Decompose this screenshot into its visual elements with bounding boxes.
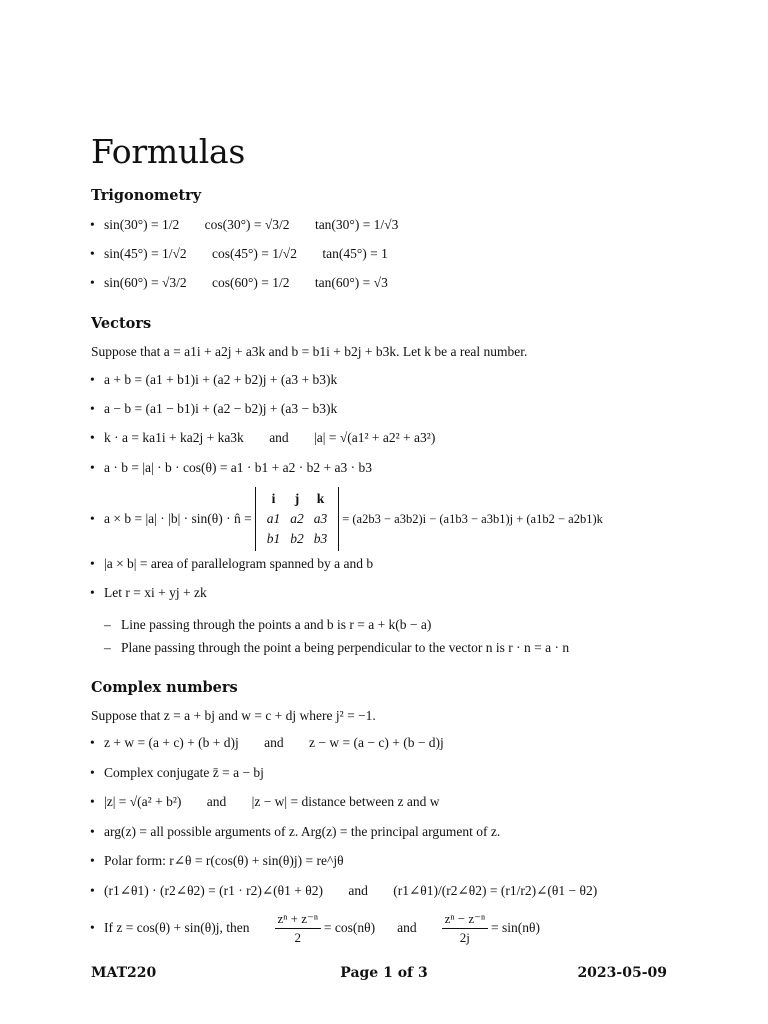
vector-difference: • a − b = (a1 − b1)i + (a2 − b2)j + (a3 − b3)k — [91, 401, 337, 417]
vector-sum: • a + b = (a1 + b1)i + (a2 + b2)j + (a3 + b3)k — [91, 372, 337, 388]
polar-form: • Polar form: r∠θ = r(cos(θ) + sin(θ)j) = re^jθ — [91, 853, 344, 869]
position-vector-r: • Let r = xi + yj + zk — [91, 585, 207, 601]
cross-product-lhs: • a × b = |a| · |b| · sin(θ) · n̂ = — [104, 511, 252, 526]
line-equation: – Line passing through the points a and b is r = a + k(b − a) — [104, 617, 431, 633]
complex-sum: z + w = (a + c) + (b + d)j — [104, 735, 239, 750]
complex-argument: • arg(z) = all possible arguments of z. Arg(z) = the principal argument of z. — [91, 824, 500, 840]
page-title: Formulas — [91, 132, 246, 171]
cos-result: = cos(nθ) — [323, 920, 376, 935]
trig-row-45 — [91, 246, 388, 262]
trig-tan-45: tan(45°) = 1 — [322, 246, 388, 261]
cross-product-determinant: i j k a1 a2 a3 b1 b2 b3 — [255, 487, 340, 551]
and-connector: and — [397, 920, 417, 935]
modulus-formula: |z| = √(a² + b²) — [104, 794, 182, 809]
section-heading-vectors: Vectors — [91, 315, 152, 332]
vector-dot-product: • a · b = |a| · b · cos(θ) = a1 · b1 + a2 · b2 + a3 · b3 — [91, 460, 372, 476]
de-moivre-identities — [91, 906, 540, 950]
vectors-intro: Suppose that a = a1i + a2j + a3k and b = b1i + b2j + b3k. Let k be a real number. — [91, 344, 528, 359]
polar-mult-div — [91, 883, 597, 899]
complex-intro: Suppose that z = a + bj and w = c + dj where j² = −1. — [91, 708, 376, 723]
cross-product-rhs: = (a2b3 − a3b2)i − (a1b3 − a3b1)j + (a1b2 − a2b1)k — [342, 511, 603, 526]
fraction-sin: $\frac{\text{zⁿ − z⁻ⁿ}}{2j}$ — [442, 911, 488, 946]
complex-conjugate: • Complex conjugate z̄ = a − bj — [91, 765, 264, 781]
sin-result: = sin(nθ) — [491, 920, 540, 935]
fraction-cos: $\frac{\text{zⁿ + z⁻ⁿ}}{2}$ — [275, 911, 321, 946]
vector-scalar: k · a = ka1i + ka2j + ka3k — [104, 430, 244, 445]
vector-scalar-and-norm — [91, 430, 435, 446]
trig-tan-60: tan(60°) = √3 — [314, 275, 388, 290]
complex-sum-diff — [91, 735, 444, 751]
trig-cos-30: cos(30°) = √3/2 — [204, 217, 290, 232]
polar-division: (r1∠θ1)/(r2∠θ2) = (r1/r2)∠(θ1 − θ2) — [393, 883, 598, 898]
polar-multiplication: (r1∠θ1) · (r2∠θ2) = (r1 · r2)∠(θ1 + θ2) — [104, 883, 323, 898]
cross-product-area: • |a × b| = area of parallelogram spanned by a and b — [91, 556, 373, 572]
complex-difference: z − w = (a − c) + (b − d)j — [309, 735, 444, 750]
footer-course: MAT220 — [91, 965, 157, 981]
and-connector: and — [206, 794, 227, 809]
and-connector: and — [348, 883, 368, 898]
trig-cos-45: cos(45°) = 1/√2 — [212, 246, 297, 261]
and-connector: and — [269, 430, 289, 445]
if-clause: • If z = cos(θ) + sin(θ)j, then — [104, 920, 250, 935]
trig-sin-30: sin(30°) = 1/2 — [104, 217, 180, 232]
footer-date: 2023-05-09 — [577, 965, 667, 981]
distance-formula: |z − w| = distance between z and w — [251, 794, 440, 809]
trig-row-30 — [91, 217, 398, 233]
plane-equation: – Plane passing through the point a being perpendicular to the vector n is r · n = a · n — [104, 640, 569, 656]
trig-row-60 — [91, 275, 388, 291]
vector-cross-product — [91, 490, 603, 548]
trig-sin-60: sin(60°) = √3/2 — [104, 275, 187, 290]
section-heading-trigonometry: Trigonometry — [91, 187, 202, 204]
vector-norm: |a| = √(a1² + a2² + a3²) — [314, 430, 436, 445]
footer-page-number: Page 1 of 3 — [340, 965, 428, 981]
and-connector: and — [264, 735, 284, 750]
trig-cos-60: cos(60°) = 1/2 — [212, 275, 290, 290]
trig-tan-30: tan(30°) = 1/√3 — [314, 217, 399, 232]
trig-sin-45: sin(45°) = 1/√2 — [104, 246, 187, 261]
complex-modulus — [91, 794, 439, 810]
section-heading-complex: Complex numbers — [91, 679, 238, 696]
